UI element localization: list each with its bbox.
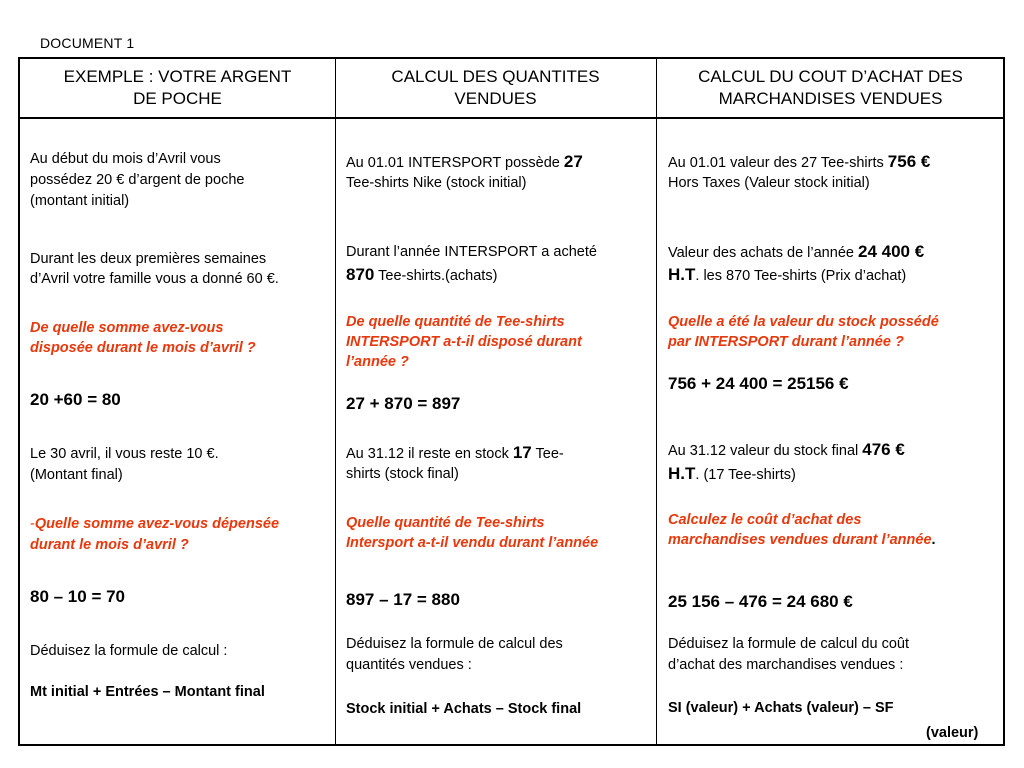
question-line: disposée durant le mois d’avril ?: [30, 340, 256, 356]
given-value: 24 400 €: [857, 242, 925, 261]
final-line: [668, 463, 796, 486]
intro-value: 756 €: [887, 152, 931, 171]
question-text: marchandises vendues durant l’année: [668, 532, 932, 548]
final-line: [668, 439, 905, 462]
formula: SI (valeur) + Achats (valeur) – SF: [668, 700, 894, 716]
answer: 25 156 – 476 = 24 680 €: [668, 592, 853, 611]
question-period: .: [931, 532, 936, 548]
header-line: EXEMPLE : VOTRE ARGENT: [63, 67, 292, 86]
given-line: [668, 264, 906, 287]
deduce-instruction: Déduisez la formule de calcul :: [30, 643, 228, 659]
question-line: [668, 530, 936, 551]
question-line: Quelle quantité de Tee-shirts: [346, 515, 545, 531]
question-line: De quelle quantité de Tee-shirts: [346, 314, 565, 330]
final-line: (Montant final): [30, 467, 123, 483]
intro-line: Tee-shirts Nike (stock initial): [346, 175, 527, 191]
header-quantities-sold: [335, 59, 656, 117]
question-line: par INTERSPORT durant l’année ?: [668, 334, 904, 350]
question-line: De quelle somme avez-vous: [30, 320, 224, 336]
header-line: DE POCHE: [133, 89, 222, 108]
header-divider: [20, 117, 1003, 119]
answer: 756 + 24 400 = 25156 €: [668, 374, 849, 393]
answer: 27 + 870 = 897: [346, 394, 461, 413]
given-unit: H.T: [668, 265, 696, 284]
given-line: Durant l’année INTERSPORT a acheté: [346, 244, 597, 260]
given-text: Tee-shirts.(achats): [374, 268, 498, 284]
header-line: CALCUL DES QUANTITES: [391, 67, 600, 86]
question-line: [30, 514, 279, 535]
given-line: [668, 241, 924, 264]
header-line: CALCUL DU COUT D’ACHAT DES: [698, 67, 963, 86]
final-text: Au 31.12 il reste en stock: [346, 446, 513, 462]
intro-line: [668, 151, 930, 174]
question-line: Intersport a-t-il vendu durant l’année: [346, 535, 599, 551]
intro-line: [346, 151, 583, 174]
header-line: VENDUES: [454, 89, 537, 108]
final-line: Le 30 avril, il vous reste 10 €.: [30, 446, 219, 462]
column-divider: [335, 59, 336, 744]
answer: 897 – 17 = 880: [346, 590, 460, 609]
formula: Stock initial + Achats – Stock final: [346, 701, 582, 717]
final-value: 17: [512, 443, 532, 462]
given-line: Durant les deux premières semaines: [30, 251, 267, 267]
final-text: . (17 Tee-shirts): [695, 467, 796, 483]
answer: 80 – 10 = 70: [30, 587, 126, 606]
given-line: d’Avril votre famille vous a donné 60 €.: [30, 271, 279, 287]
given-value: 870: [346, 265, 375, 284]
question-line: Calculez le coût d’achat des: [668, 512, 862, 528]
intro-line: possédez 20 € d’argent de poche: [30, 172, 245, 188]
intro-text: Au 01.01 valeur des 27 Tee-shirts: [668, 155, 888, 171]
intro-line: Hors Taxes (Valeur stock initial): [668, 175, 870, 191]
answer: 20 +60 = 80: [30, 390, 121, 409]
given-text: Valeur des achats de l’année: [668, 245, 858, 261]
document-label: DOCUMENT 1: [40, 35, 135, 51]
question-line: INTERSPORT a-t-il disposé durant: [346, 334, 582, 350]
given-line: [346, 264, 497, 287]
final-line: [346, 442, 564, 465]
final-unit: H.T: [668, 464, 696, 483]
final-value: 476 €: [862, 440, 905, 459]
intro-line: Au début du mois d’Avril vous: [30, 151, 221, 167]
final-text: Au 31.12 valeur du stock final: [668, 443, 863, 459]
header-line: MARCHANDISES VENDUES: [718, 89, 943, 108]
question-dash: -: [30, 516, 35, 532]
intro-value: 27: [563, 152, 583, 171]
deduce-line: quantités vendues :: [346, 657, 472, 673]
formula: Mt initial + Entrées – Montant final: [30, 684, 265, 700]
question-line: Quelle a été la valeur du stock possédé: [668, 314, 939, 330]
deduce-line: Déduisez la formule de calcul du coût: [668, 636, 909, 652]
final-text: Tee-: [531, 446, 564, 462]
header-purchase-cost: [656, 59, 1005, 117]
given-text: . les 870 Tee-shirts (Prix d’achat): [695, 268, 907, 284]
deduce-line: d’achat des marchandises vendues :: [668, 657, 904, 673]
intro-text: Au 01.01 INTERSPORT possède: [346, 155, 564, 171]
question-line: l’année ?: [346, 354, 409, 370]
header-pocket-money: [20, 59, 335, 117]
intro-line: (montant initial): [30, 193, 130, 209]
exercise-table: [18, 57, 1005, 746]
column-divider: [656, 59, 657, 744]
deduce-line: Déduisez la formule de calcul des: [346, 636, 563, 652]
formula: (valeur): [926, 725, 979, 741]
question-text: Quelle somme avez-vous dépensée: [34, 516, 280, 532]
question-line: durant le mois d’avril ?: [30, 537, 189, 553]
final-line: shirts (stock final): [346, 466, 459, 482]
